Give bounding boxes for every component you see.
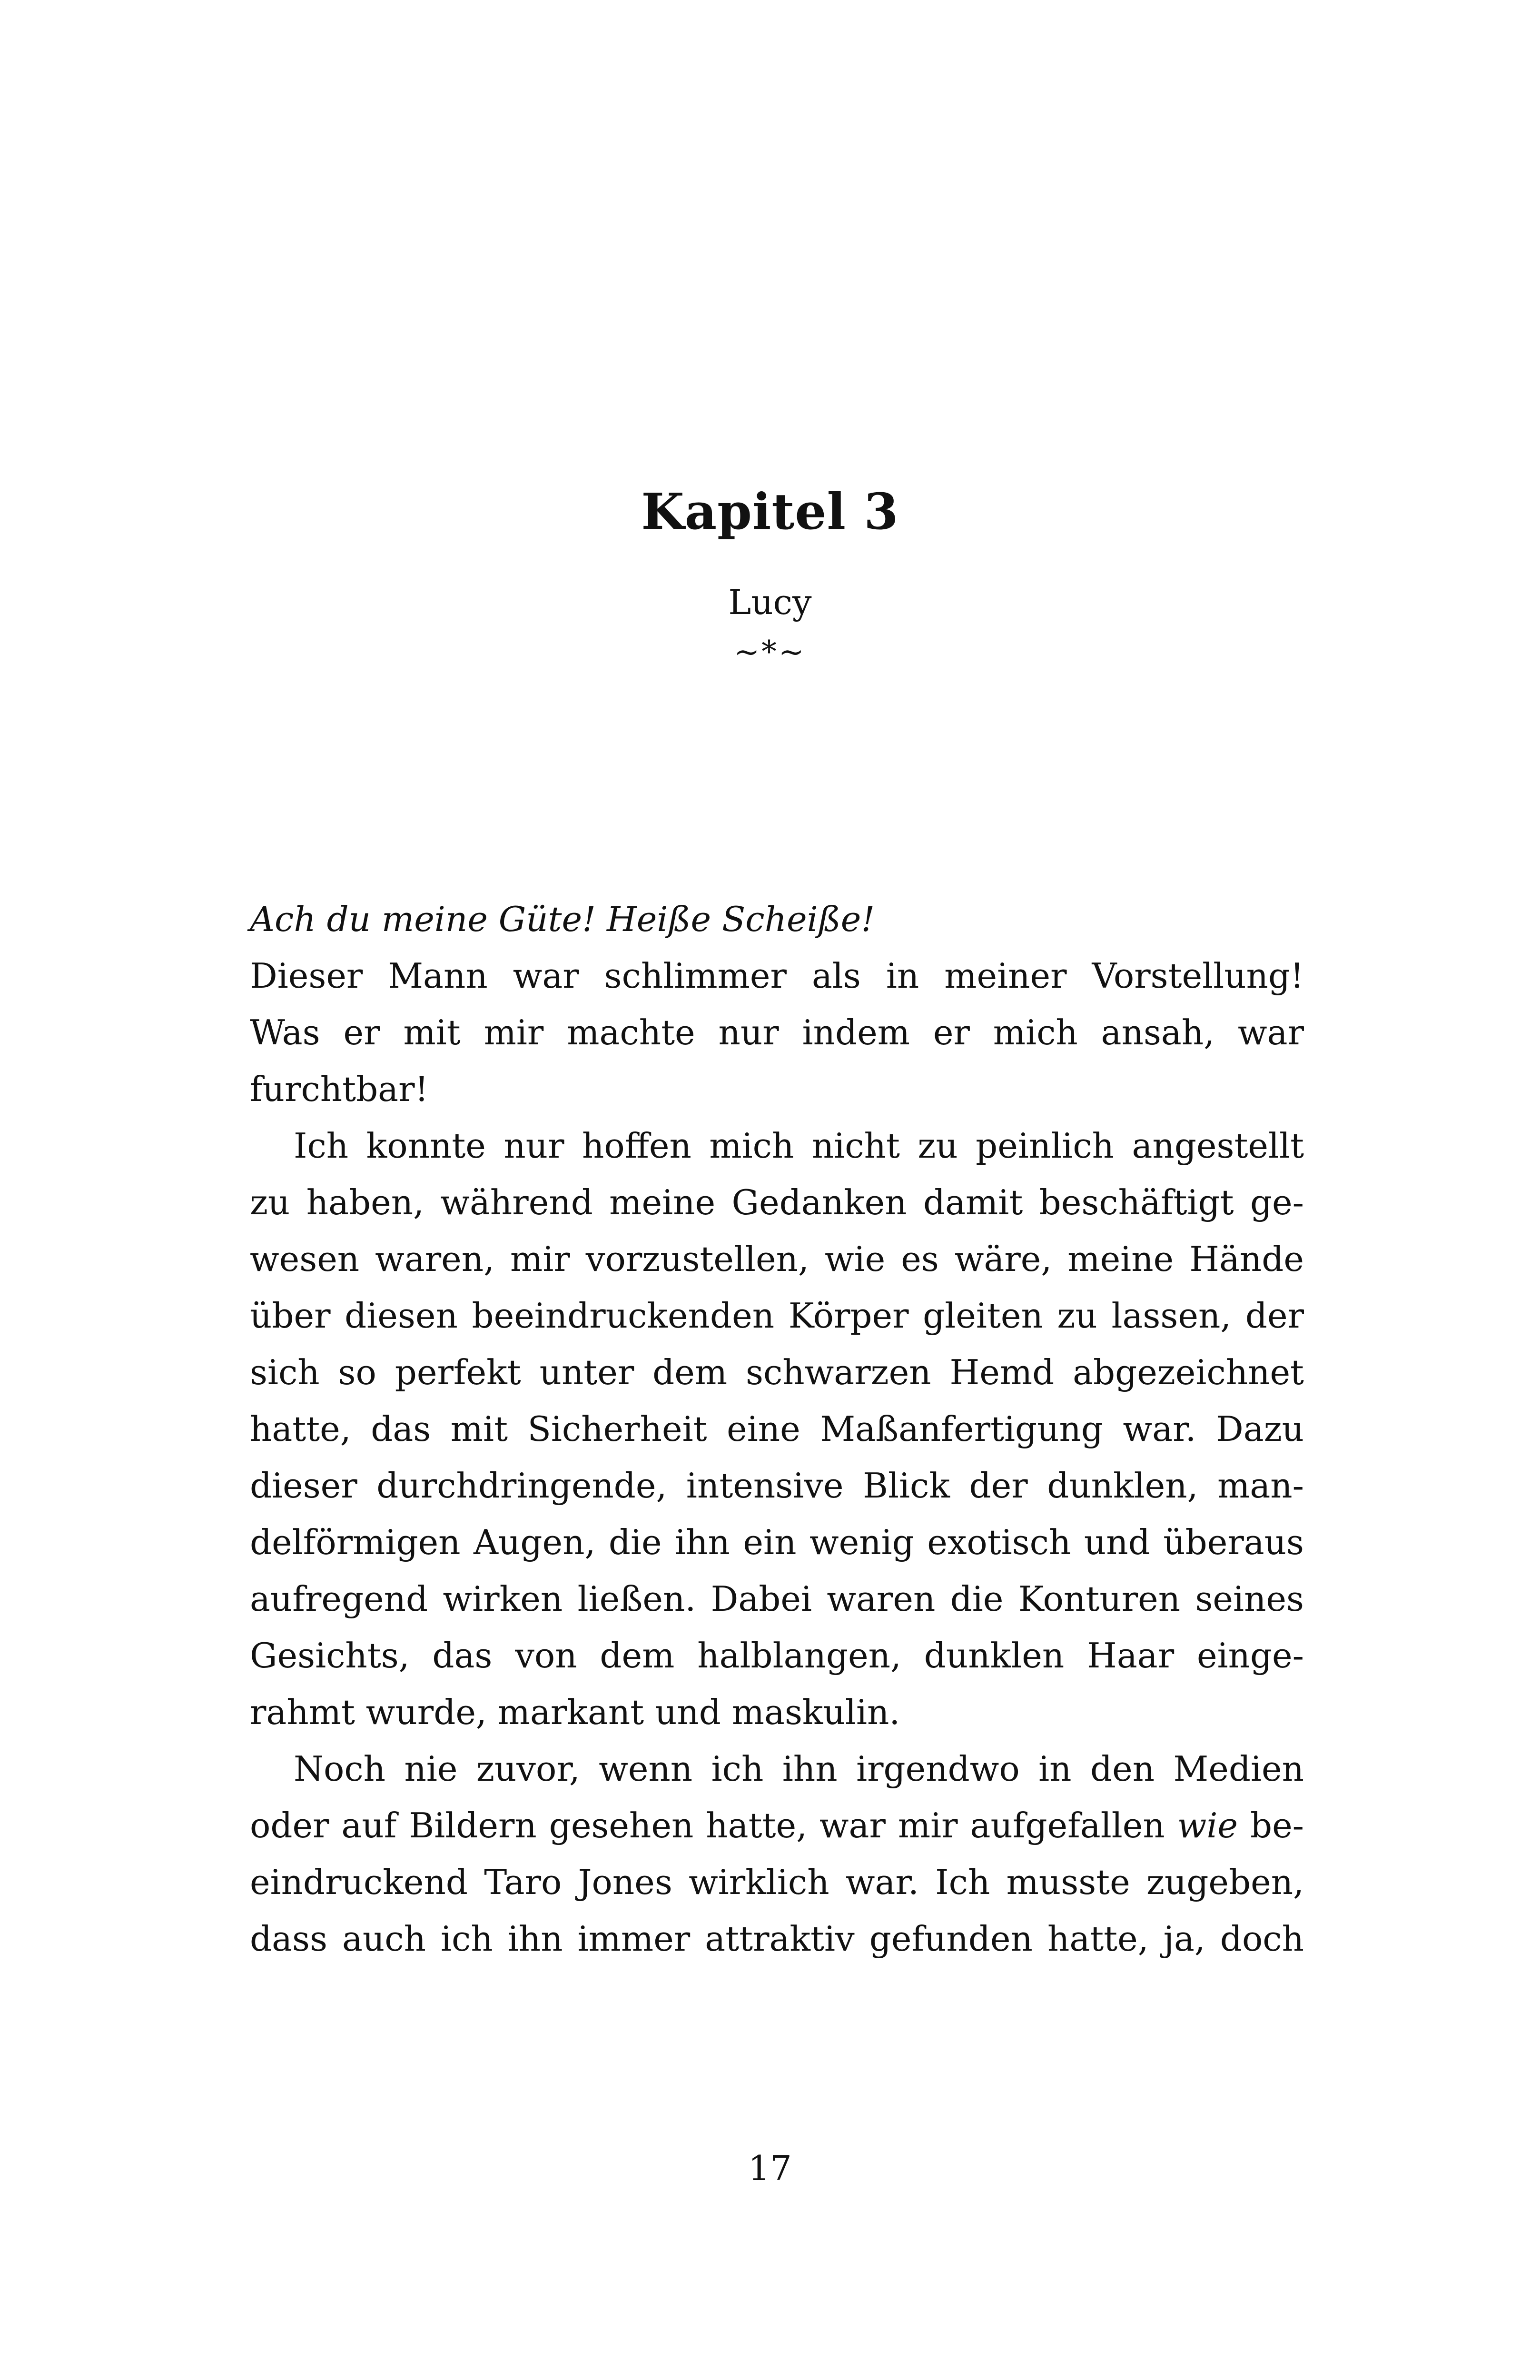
paragraph-2-line: dieser durchdringende, intensive Blick der dunklen, man- [250, 1466, 1304, 1506]
paragraph-2-line: Ich konnte nur hoffen mich nicht zu peinlich angestellt [294, 1126, 1304, 1166]
paragraph-2-line: aufregend wirken ließen. Dabei waren die Konturen seines [250, 1579, 1304, 1619]
chapter-subtitle: Lucy [728, 582, 812, 622]
body-text [250, 891, 1304, 1967]
paragraph-2-line: wesen waren, mir vorzustellen, wie es wäre, meine Hände [250, 1239, 1304, 1279]
paragraph-2-line: zu haben, während meine Gedanken damit beschäftigt ge- [250, 1182, 1304, 1222]
paragraph-3-line-mixed [250, 1797, 1304, 1854]
paragraph-2-line: delförmigen Augen, die ihn ein wenig exotisch und überaus [250, 1522, 1304, 1562]
paragraph-3-line: Noch nie zuvor, wenn ich ihn irgendwo in den Medien [294, 1749, 1304, 1789]
paragraph-2-line: rahmt wurde, markant und maskulin. [250, 1692, 900, 1732]
opening-line: Ach du meine Güte! Heiße Scheiße! [250, 899, 875, 939]
text-run: be- [1250, 1805, 1304, 1845]
section-ornament: ~*~ [734, 635, 806, 670]
paragraph-3-line: dass auch ich ihn immer attraktiv gefunden hatte, ja, doch [250, 1919, 1304, 1959]
paragraph-1-line: Was er mit mir machte nur indem er mich ansah, war [250, 1012, 1304, 1052]
page-number: 17 [748, 2148, 792, 2188]
paragraph-2-line: über diesen beeindruckenden Körper gleiten zu lassen, der [250, 1296, 1304, 1336]
paragraph-2-line: Gesichts, das von dem halblangen, dunklen Haar einge- [250, 1636, 1304, 1676]
text-run: oder auf Bildern gesehen hatte, war mir aufgefallen [250, 1805, 1165, 1845]
paragraph-1-line: furchtbar! [250, 1069, 429, 1109]
emphasis-word: wie [1177, 1805, 1238, 1845]
paragraph-2-line: hatte, das mit Sicherheit eine Maßanfertigung war. Dazu [250, 1409, 1304, 1449]
paragraph-3-line: eindruckend Taro Jones wirklich war. Ich musste zugeben, [250, 1862, 1304, 1902]
chapter-title: Kapitel 3 [641, 482, 899, 541]
paragraph-1-line: Dieser Mann war schlimmer als in meiner Vorstellung! [250, 956, 1304, 996]
paragraph-2-line: sich so perfekt unter dem schwarzen Hemd abgezeichnet [250, 1352, 1304, 1392]
